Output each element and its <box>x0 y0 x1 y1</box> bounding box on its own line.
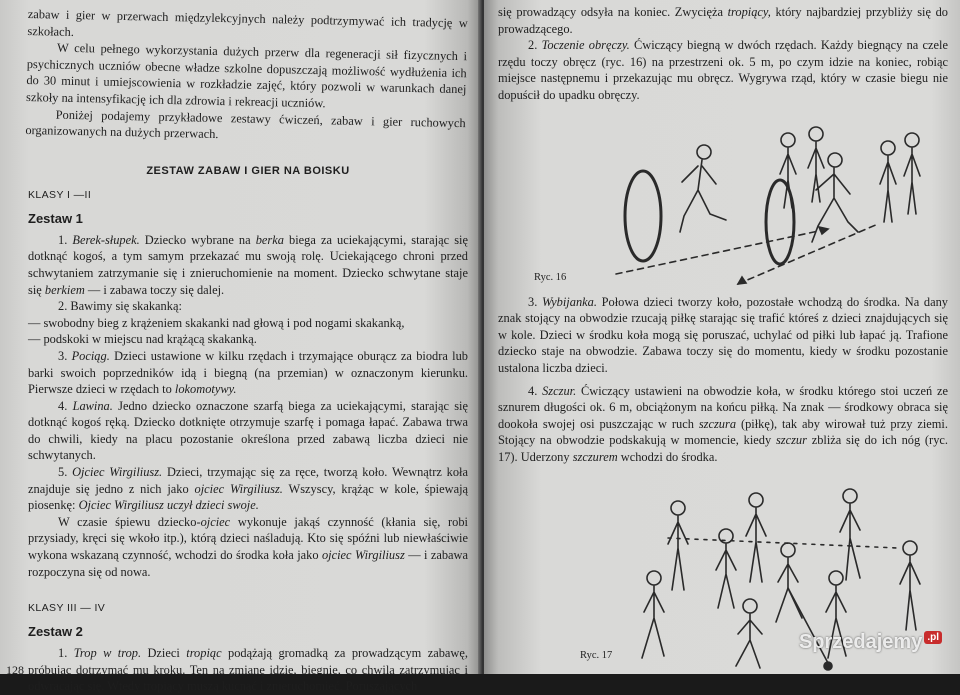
game-t4-term-3: szczurem <box>572 449 618 464</box>
game-5-cont-term: ojciec <box>200 514 231 529</box>
game-t2-name: Toczenie obręczy. <box>541 38 630 53</box>
game-5-name: Ojciec Wirgiliusz. <box>72 465 163 480</box>
game-4-text: Jedno dziecko oznaczone szarfą biega za uciekającymi, starając się dotknąć kogoś ręką. Dziecko dotknięte otrzymuje szarfę i pomaga łapać. Zabawa trwa do chwili, kiedy na placu pozostanie określona przed zabawą liczba dzieci nie schwytanych. <box>28 398 468 463</box>
watermark-text: Sprzedajemy <box>798 631 923 653</box>
game-1-text-3: — i zabawa toczy się dalej. <box>87 282 225 297</box>
game-4-number: 4. <box>58 398 68 413</box>
game-1-term-2: berkiem <box>44 282 85 297</box>
game-t4-text: Ćwiczący ustawieni na obwodzie koła, w środku którego stoi uczeń ze sznurem długości ok. 6 m, obciążonym na końcu piłką. Na znak — środkowy obraca się dookoła swojej osi puszczając w ruch <box>498 383 948 431</box>
game-5-cont-text: W czasie śpiewu dziecko- <box>58 514 201 529</box>
game-t1-number: 1. <box>58 646 68 661</box>
game-1-text: Dziecko wybrane na <box>144 232 251 247</box>
game-t3-text: Połowa dzieci tworzy koło, pozostałe wchodzą do środka. Na dany znak stojący na obwodzie rzucają piłkę starając się trafić któreś z dzieci znajdujących się w kole. Dzieci w środku koła mogą się poruszać, uchylać od piłki lub łapać ją. Trafione dziecko staje na obwodzie. Zabawa toczy się do momentu, kiedy w środku pozostanie ustalona liczba dzieci. <box>498 294 948 375</box>
game-3 <box>28 348 468 398</box>
game-t3-number: 3. <box>528 294 538 309</box>
continued-paragraph <box>498 4 948 37</box>
hoop-rolling-illustration <box>498 104 948 294</box>
game-5-term: ojciec Wirgiliusz. <box>194 481 283 496</box>
game-5-text: Dzieci, trzymając się za ręce, tworzą koło. Wewnątrz koła znajduje się jedno z nich jako <box>28 465 468 496</box>
cont-term: tropiący, <box>727 5 771 19</box>
page-number: 128 <box>6 663 24 677</box>
game-t4-term-2: szczur <box>775 433 807 448</box>
game-3-number: 3. <box>58 348 68 363</box>
game-t3-name: Wybijanka. <box>541 294 597 309</box>
game-4-name: Lawina. <box>72 398 113 413</box>
section-title: ZESTAW ZABAW I GIER NA BOISKU <box>146 164 350 177</box>
game-t1-term: tropiąc <box>186 646 222 661</box>
game-5-cont-text-3: — i zabawa rozpoczyna się od nowa. <box>28 548 468 579</box>
watermark-logo <box>799 631 942 654</box>
game-5-cont-text-2: wykonuje jakąś czynność (kłania się, robi przysiady, kręci się wkoło itp.), którą dzieci naśladują. Kto się spóźni lub niewłaściwie wykona wskazaną czynność, wchodzi do środka koła jako <box>28 514 468 563</box>
figure-16 <box>498 104 948 294</box>
intro-paragraph-1: zabaw i gier w przerwach międzylekcyjnych należy podtrzymywać ich tradycję w szkołach. <box>27 6 468 39</box>
game-2-item-a: — swobodny bieg z krążeniem skakanki nad głową i pod nogami skakanką, <box>28 315 405 330</box>
game-t4-term: szczura <box>698 416 737 431</box>
game-5-cont-term-2: ojciec Wirgiliusz <box>321 548 405 563</box>
game-5-continued <box>28 514 468 580</box>
class-heading-1: KLASY I —II <box>28 188 92 201</box>
intro-paragraph-3: Poniżej podajemy przykładowe zestawy ćwiczeń, zabaw i gier ruchowych organizowanych na dużych przerwach. <box>25 107 466 142</box>
game-5-number: 5. <box>58 465 68 480</box>
game-2: 2. Bawimy się skakanką: <box>58 299 182 314</box>
game-1-term: berka <box>255 232 284 247</box>
watermark-suffix: .pl <box>924 631 942 644</box>
figure-17-caption: Ryc. 17 <box>580 649 613 661</box>
game-3-term: lokomotywy. <box>174 382 237 397</box>
game-3-text: Dzieci ustawione w kilku rzędach i trzymające oburącz za biodra lub barki swoich poprzedników idą i biegną (na przemian) w oznaczonym kierunku. Pierwsze dzieci w rzędach to <box>28 348 468 397</box>
game-t4-text-2: (piłkę), tak aby wirował tuż przy ziemi. Stojący na obwodzie podskakują w momencie, kiedy <box>498 416 948 448</box>
game-1-name: Berek-słupek. <box>72 232 140 247</box>
game-t4-name: Szczur. <box>542 383 577 398</box>
game-4 <box>28 398 468 464</box>
game-2-item-b: — podskoki w miejscu nad krążącą skakanką. <box>28 332 257 347</box>
game-t2-number: 2. <box>528 38 538 53</box>
cont-text: się prowadzący odsyła na koniec. Zwycięża <box>498 5 723 19</box>
game-t4 <box>498 383 948 466</box>
game-5-text-2: Wszyscy, krążąc w kole, śpiewają piosenkę: <box>28 481 469 513</box>
game-t4-number: 4. <box>528 383 538 398</box>
game-1-number: 1. <box>58 232 68 247</box>
game-t2 <box>498 37 948 103</box>
game-5-song: Ojciec Wirgiliusz uczył dzieci swoje. <box>78 498 259 513</box>
game-t1 <box>28 645 468 695</box>
game-t4-text-3: zbliża się do ich nóg (ryc. 17). Uderzony <box>498 433 948 464</box>
set-heading-2: Zestaw 2 <box>28 624 83 640</box>
class-heading-2: KLASY III — IV <box>28 602 106 615</box>
cont-text-2: który najbardziej przybliży się do prowadzącego. <box>498 5 948 36</box>
game-3-name: Pociąg. <box>71 348 110 363</box>
game-1-text-2: biega za uciekającymi, starając się dotknąć kogoś, a tym samym przekazać mu swoją rolę. Uciekającego chroni przed schwytaniem zatrzymanie się i znieruchomienie na moment. Dziecko schwytane staje się <box>28 232 468 297</box>
game-t1-text-2: podążają gromadką za prowadzącym zabawę, próbując dotrzymać mu kroku. Ten na zmianę idzie, biegnie, co chwila zatrzymując i odwracając się. Wtedy tropiący muszą kucnąć i znieruchomieć. Poruszających <box>28 646 468 694</box>
game-t2-text: Ćwiczący biegną w dwóch rzędach. Każdy biegnący na czele rzędu toczy obręcz (ryc. 16) na przestrzeni ok. 5 m, po czym idzie na koniec, robiąc miejsce następnemu i przekazując mu obręcz. Wygrywa rząd, który w czasie biegu nie dopuścił do upadku obręczy. <box>498 38 948 102</box>
game-t1-text: Dzieci <box>147 646 180 661</box>
game-t3 <box>498 294 948 377</box>
intro-block <box>25 6 468 148</box>
game-1 <box>28 232 468 298</box>
game-t4-text-4: wchodzi do środka. <box>620 449 718 464</box>
set-heading-1: Zestaw 1 <box>28 210 83 226</box>
game-t1-name: Trop w trop. <box>73 646 142 661</box>
intro-paragraph-2: W celu pełnego wykorzystania dużych przerw dla regeneracji sił fizycznych i psychicznych uczniów obecne władze szkolne dopuszczają możliwość wydłużenia ich do 30 minut i umiejscowienia w rozkładzie zajęć, który pozwoli w warunkach danej szkoły na intensyfikację ich dla zdrowia i rekreacji uczniów. <box>25 40 468 111</box>
game-5 <box>28 464 468 514</box>
right-page <box>484 0 960 674</box>
figure-16-caption: Ryc. 16 <box>534 271 567 283</box>
